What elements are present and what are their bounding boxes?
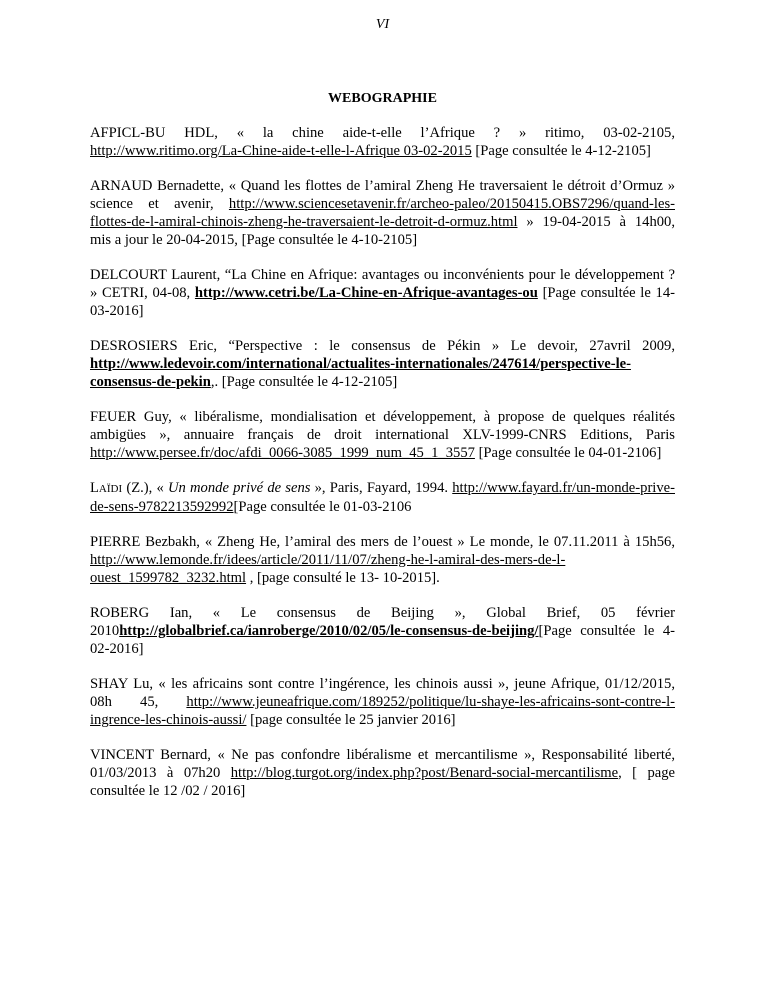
reference-link[interactable]: http://www.sciencesetavenir.fr/archeo-paleo/20150415.OBS7296/quand-les-flottes-de-l-amiral-chinois-zheng-he-traversaient-le-detroit-d-ormuz.html (90, 196, 675, 230)
reference-text: PIERRE Bezbakh, « Zheng He, l’amiral des mers de l’ouest » Le monde, le 07.11.2011 à 15h56, (90, 534, 675, 550)
reference-link[interactable]: http://blog.turgot.org/index.php?post/Benard-social-mercantilisme (230, 765, 619, 781)
reference-text: DESROSIERS Eric, “Perspective : le consensus de Pékin » Le devoir, 27avril 2009, (90, 338, 675, 354)
reference-access-date: [Page consultée le 4-02-2016] (90, 623, 675, 657)
reference-delcourt (90, 266, 675, 320)
reference-link[interactable]: http://www.ledevoir.com/international/actualites-internationales/247614/perspective-le-consensus-de-pekin (90, 356, 631, 390)
reference-access-date: ,. [Page consultée le 4-12-2105] (210, 374, 398, 390)
reference-vincent (90, 746, 675, 800)
reference-text: (Z.), « (122, 480, 168, 496)
reference-book-title: Un monde privé de sens (167, 480, 311, 496)
reference-pierre (90, 533, 675, 587)
reference-access-date: , [page consulté le 13- 10-2015]. (246, 570, 440, 586)
page-number: VI (375, 17, 390, 32)
reference-text: ROBERG Ian, « Le consensus de Beijing », Global Brief, 05 février 2010 (90, 605, 675, 639)
reference-link[interactable]: http://globalbrief.ca/ianroberge/2010/02/05/le-consensus-de-beijing/ (119, 623, 539, 639)
bibliography-list (90, 124, 675, 817)
reference-text: FEUER Guy, « libéralisme, mondialisation et développement, à propose de quelques réalités ambigües », annuaire français de droit international XLV-1999-CNRS Editions, Paris (90, 409, 675, 443)
page-title: WEBOGRAPHIE (328, 91, 437, 106)
reference-afpicl (90, 124, 675, 160)
reference-shay (90, 675, 675, 729)
reference-author-initial: L (90, 480, 99, 496)
reference-access-date: [Page consultée le 4-12-2105] (471, 143, 651, 159)
reference-link[interactable]: http://www.ritimo.org/La-Chine-aide-t-elle-l-Afrique 03-02-2015 (90, 143, 472, 159)
reference-link[interactable]: http://www.persee.fr/doc/afdi_0066-3085_1999_num_45_1_3557 (90, 445, 475, 461)
reference-link[interactable]: http://www.jeuneafrique.com/189252/politique/lu-shaye-les-africains-sont-contre-l-ingrence-les-chinois-aussi/ (90, 694, 675, 728)
reference-access-date: [Page consultée le 01-03-2106 (233, 499, 412, 515)
reference-feuer (90, 408, 675, 462)
reference-text: SHAY Lu, « les africains sont contre l’ingérence, les chinois aussi », jeune Afrique, 01/12/2015, 08h 45, (90, 676, 675, 710)
reference-roberg (90, 604, 675, 658)
reference-access-date: [Page consultée le 14-03-2016] (90, 285, 676, 319)
reference-access-date: [page consultée le 25 janvier 2016] (246, 712, 456, 728)
reference-access-date: , [ page consultée le 12 /02 / 2016] (90, 765, 675, 799)
reference-author-smallcaps: AÏDI (98, 483, 123, 495)
reference-desrosiers (90, 337, 675, 391)
reference-link[interactable]: http://www.fayard.fr/un-monde-prive-de-sens-9782213592992 (90, 480, 675, 515)
reference-link[interactable]: http://www.cetri.be/La-Chine-en-Afrique-avantages-ou (194, 285, 538, 301)
reference-text: ARNAUD Bernadette, « Quand les flottes de l’amiral Zheng He traversaient le détroit d’Ormuz » science et avenir, (90, 178, 675, 212)
reference-text: VINCENT Bernard, « Ne pas confondre libéralisme et mercantilisme », Responsabilité liberté, 01/03/2013 à 07h20 (90, 747, 675, 781)
reference-access-date: » 19-04-2015 à 14h00, mis a jour le 20-04-2015, [Page consultée le 4-10-2105] (90, 214, 675, 248)
reference-text: DELCOURT Laurent, “La Chine en Afrique: avantages ou inconvénients pour le développement ? » CETRI, 04-08, (90, 267, 675, 301)
reference-arnaud (90, 177, 675, 249)
reference-text: », Paris, Fayard, 1994. (310, 480, 453, 496)
reference-link[interactable]: http://www.lemonde.fr/idees/article/2011/11/07/zheng-he-l-amiral-des-mers-de-l-ouest_1599782_3232.html (90, 552, 566, 586)
reference-laidi (90, 479, 675, 516)
reference-text: AFPICL-BU HDL, « la chine aide-t-elle l’Afrique ? » ritimo, 03-02-2105, (90, 125, 675, 141)
reference-access-date: [Page consultée le 04-01-2106] (474, 445, 662, 461)
